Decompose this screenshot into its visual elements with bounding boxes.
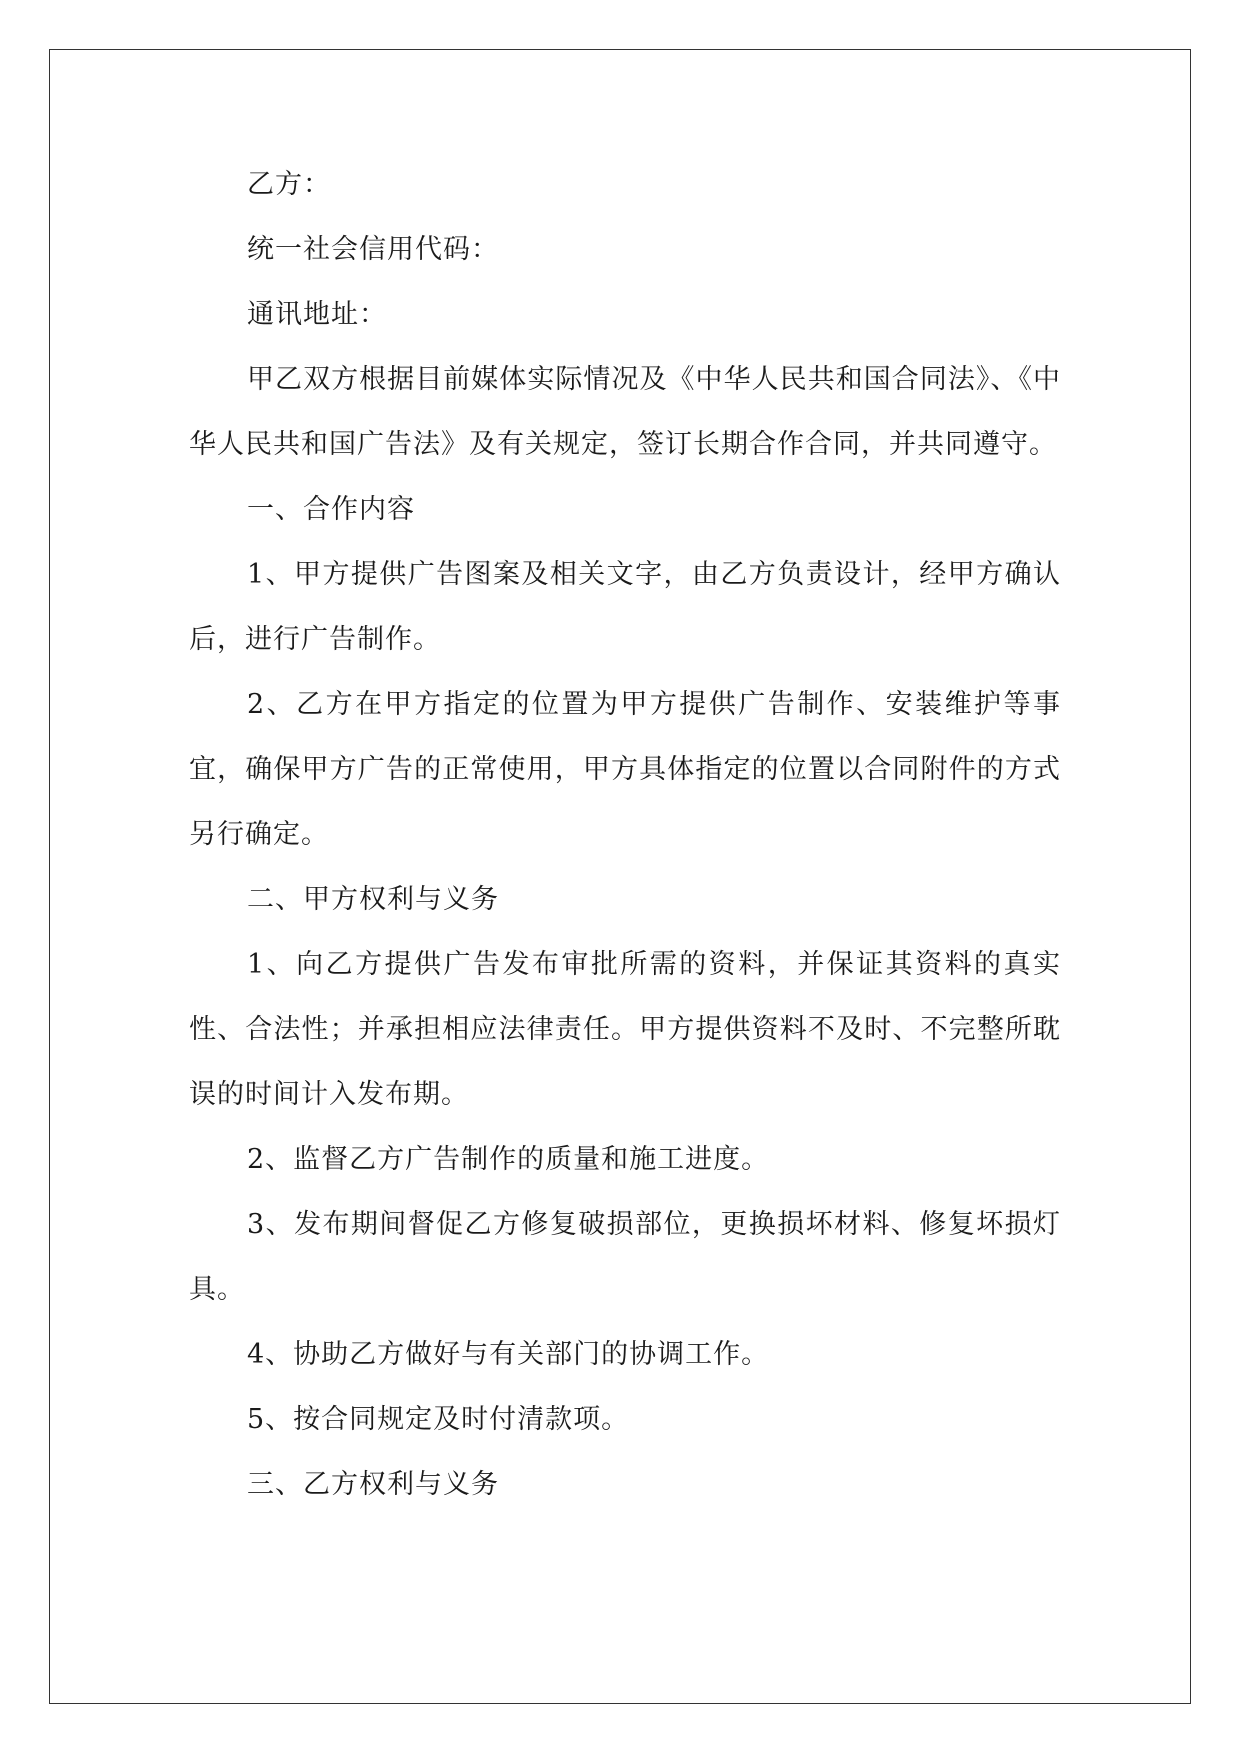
document-body bbox=[189, 152, 1061, 1517]
section-heading-party-b: 三、乙方权利与义务 bbox=[247, 1469, 499, 1500]
clause-2-3: 3、发布期间督促乙方修复破损部位，更换损坏材料、修复坏损灯具。 bbox=[189, 1209, 1061, 1305]
clause-1-1: 1、甲方提供广告图案及相关文字，由乙方负责设计，经甲方确认后，进行广告制作。 bbox=[189, 559, 1061, 655]
clause-2-4: 4、协助乙方做好与有关部门的协调工作。 bbox=[247, 1339, 770, 1370]
clause-2-5: 5、按合同规定及时付清款项。 bbox=[247, 1404, 630, 1435]
clause-2-1: 1、向乙方提供广告发布审批所需的资料，并保证其资料的真实性、合法性；并承担相应法律责任。甲方提供资料不及时、不完整所耽误的时间计入发布期。 bbox=[189, 949, 1061, 1110]
address-line: 通讯地址： bbox=[247, 299, 387, 330]
clause-2-2: 2、监督乙方广告制作的质量和施工进度。 bbox=[247, 1144, 770, 1175]
preamble-paragraph: 甲乙双方根据目前媒体实际情况及《中华人民共和国合同法》、《中华人民共和国广告法》及有关规定，签订长期合作合同，并共同遵守。 bbox=[189, 364, 1061, 460]
section-heading-party-a: 二、甲方权利与义务 bbox=[247, 884, 499, 915]
clause-1-2: 2、乙方在甲方指定的位置为甲方提供广告制作、安装维护等事宜，确保甲方广告的正常使用，甲方具体指定的位置以合同附件的方式另行确定。 bbox=[189, 689, 1061, 850]
credit-code-line: 统一社会信用代码： bbox=[247, 234, 499, 265]
party-b-line: 乙方： bbox=[247, 169, 331, 200]
section-heading-cooperation: 一、合作内容 bbox=[247, 494, 415, 525]
